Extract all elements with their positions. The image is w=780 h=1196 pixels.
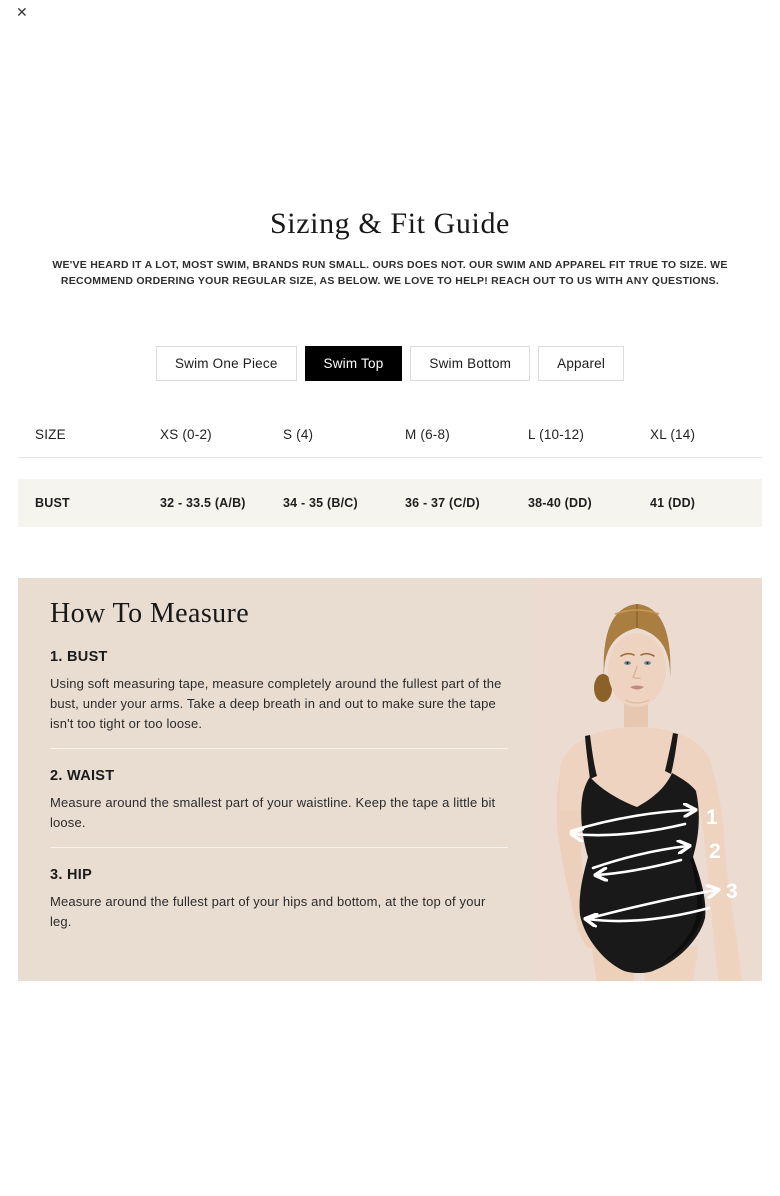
intro-text: WE'VE HEARD IT A LOT, MOST SWIM, BRANDS RUN SMALL. OURS DOES NOT. OUR SWIM AND APPAREL FIT TRUE TO SIZE. WE RECOMMEND ORDERING YOUR REGULAR SIZE, AS BELOW. WE LOVE TO HELP! REACH OUT TO US WITH ANY QUESTIONS. [52, 259, 728, 287]
bust-m-value: 36 - 37 (C/D) [405, 496, 480, 510]
size-table-header [18, 427, 762, 458]
page-title: Sizing & Fit Guide [270, 207, 510, 240]
step-heading-hip: 3. HIP [50, 867, 93, 883]
close-icon[interactable]: ✕ [16, 4, 28, 20]
bust-l-value: 38-40 (DD) [528, 496, 592, 510]
hip-arrow-label: 3 [726, 880, 738, 903]
bust-xs-value: 32 - 33.5 (A/B) [160, 496, 246, 510]
col-m: M (6-8) [405, 427, 450, 442]
bust-arrow-label: 1 [706, 806, 718, 829]
divider [50, 748, 508, 749]
size-category-tabs [0, 346, 780, 381]
size-table [18, 427, 762, 527]
tab-swim-one-piece[interactable]: Swim One Piece [156, 346, 297, 381]
col-l: L (10-12) [528, 427, 585, 442]
waist-arrow-label: 2 [709, 840, 721, 863]
divider [50, 847, 508, 848]
measure-step-waist [50, 768, 508, 833]
step-text-waist: Measure around the smallest part of your waistline. Keep the tape a little bit loose. [50, 795, 496, 830]
col-s: S (4) [283, 427, 314, 442]
bust-xl-value: 41 (DD) [650, 496, 696, 510]
measure-step-bust [50, 649, 508, 734]
tab-apparel[interactable]: Apparel [538, 346, 624, 381]
col-xs: XS (0-2) [160, 427, 212, 442]
table-row-bust [18, 479, 762, 527]
tab-swim-top[interactable]: Swim Top [305, 346, 403, 381]
col-size: SIZE [35, 427, 66, 442]
tab-swim-bottom[interactable]: Swim Bottom [410, 346, 530, 381]
step-text-bust: Using soft measuring tape, measure completely around the fullest part of the bust, under your arms. Take a deep breath in and out to make sure the tape isn't too tight or too loose. [50, 676, 502, 731]
step-heading-waist: 2. WAIST [50, 768, 115, 784]
measure-step-hip [50, 867, 508, 932]
row-label: BUST [35, 496, 70, 510]
how-to-measure-section [18, 578, 762, 981]
measure-instructions [50, 598, 508, 932]
measurement-model-photo [533, 578, 762, 981]
step-text-hip: Measure around the fullest part of your hips and bottom, at the top of your leg. [50, 894, 486, 929]
measure-title: How To Measure [50, 598, 250, 629]
col-xl: XL (14) [650, 427, 696, 442]
bust-s-value: 34 - 35 (B/C) [283, 496, 358, 510]
step-heading-bust: 1. BUST [50, 649, 108, 665]
